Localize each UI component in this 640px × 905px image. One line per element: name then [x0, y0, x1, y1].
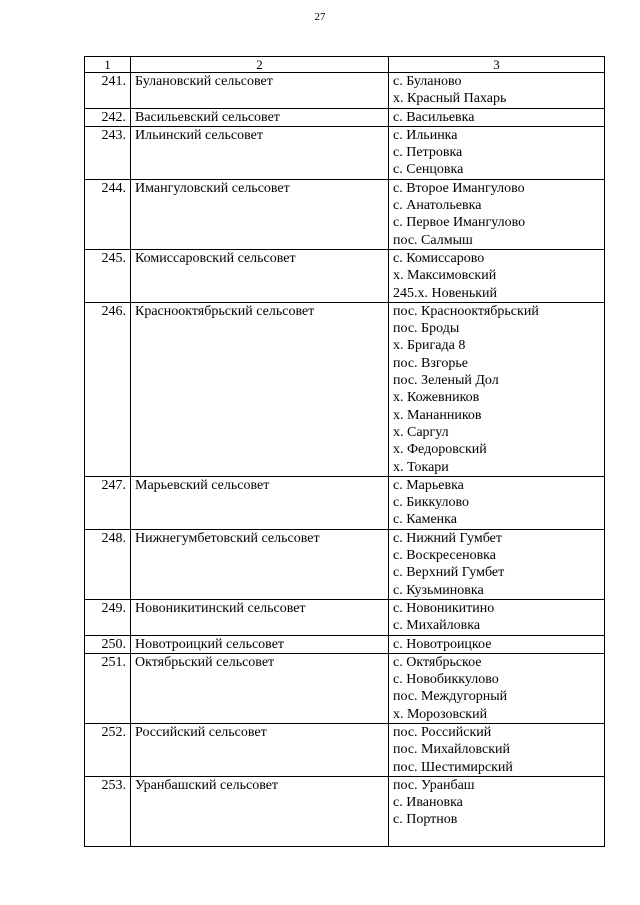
- table-row: [85, 108, 605, 126]
- settlement-list: [389, 302, 605, 476]
- row-number: 245.: [85, 249, 131, 302]
- row-number: 243.: [85, 126, 131, 179]
- settlement-name: х. Морозовский: [393, 706, 488, 722]
- table-row: [85, 302, 605, 476]
- council-name: Марьевский сельсовет: [131, 476, 389, 529]
- settlement-name: х. Федоровский: [393, 442, 487, 458]
- settlement-name: с. Октябрьское: [393, 654, 482, 670]
- table-row: [85, 126, 605, 179]
- settlement-name: пос. Российский: [393, 724, 492, 740]
- settlement-name: 245.х. Новенький: [393, 285, 498, 301]
- column-header-number: 1: [85, 57, 131, 73]
- settlement-name: х. Красный Пахарь: [393, 91, 507, 107]
- settlement-name: с. Михайловка: [393, 618, 481, 634]
- settlement-list: [389, 776, 605, 846]
- row-number: 253.: [85, 776, 131, 846]
- table-row: [85, 529, 605, 599]
- settlement-name: х. Бригада 8: [393, 338, 466, 354]
- settlements-table: [84, 56, 605, 847]
- settlement-list: [389, 179, 605, 249]
- settlement-name: с. Новобиккулово: [393, 672, 499, 688]
- row-number: 241.: [85, 73, 131, 109]
- council-name: Новоникитинский сельсовет: [131, 599, 389, 635]
- settlement-name: с. Новотроицкое: [393, 636, 492, 652]
- settlement-name: с. Марьевка: [393, 477, 464, 493]
- settlement-name: с. Новоникитино: [393, 600, 495, 616]
- settlement-name: пос. Взгорье: [393, 355, 468, 371]
- settlement-name: пос. Зеленый Дол: [393, 373, 499, 389]
- settlement-name: пос. Краснооктябрьский: [393, 303, 539, 319]
- settlement-name: с. Васильевка: [393, 109, 475, 125]
- settlement-list: [389, 635, 605, 653]
- settlement-name: с. Биккулово: [393, 495, 470, 511]
- table-row: [85, 599, 605, 635]
- settlement-name: х. Мананников: [393, 407, 482, 423]
- settlement-name: х. Кожевников: [393, 390, 480, 406]
- table-row: [85, 723, 605, 776]
- settlement-name: с. Сенцовка: [393, 162, 464, 178]
- settlement-name: с. Ивановка: [393, 795, 463, 811]
- page-number: 27: [314, 11, 326, 23]
- table-body: [85, 73, 605, 847]
- settlement-name: с. Анатольевка: [393, 198, 482, 214]
- settlement-list: [389, 108, 605, 126]
- row-number: 251.: [85, 653, 131, 723]
- settlement-name: с. Портнов: [393, 812, 458, 828]
- row-number: 242.: [85, 108, 131, 126]
- council-name: Новотроицкий сельсовет: [131, 635, 389, 653]
- settlement-name: с. Кузьминовка: [393, 582, 484, 598]
- table-row: [85, 776, 605, 846]
- column-header-settlements: 3: [389, 57, 605, 73]
- council-name: Октябрьский сельсовет: [131, 653, 389, 723]
- settlement-name: х. Максимовский: [393, 268, 497, 284]
- council-name: Нижнегумбетовский сельсовет: [131, 529, 389, 599]
- settlement-name: с. Петровка: [393, 145, 463, 161]
- table-header: [85, 57, 605, 73]
- column-header-council: 2: [131, 57, 389, 73]
- settlement-list: [389, 126, 605, 179]
- settlement-name: с. Комиссарово: [393, 250, 485, 266]
- council-name: Имангуловский сельсовет: [131, 179, 389, 249]
- row-number: 248.: [85, 529, 131, 599]
- settlement-name: с. Нижний Гумбет: [393, 530, 502, 546]
- settlement-name: с. Буланово: [393, 74, 462, 89]
- table-row: [85, 179, 605, 249]
- settlement-list: [389, 476, 605, 529]
- table-row: [85, 73, 605, 109]
- table-header-row: [85, 57, 605, 73]
- settlement-list: [389, 73, 605, 109]
- settlement-name: с. Второе Имангулово: [393, 180, 525, 196]
- council-name: Ильинский сельсовет: [131, 126, 389, 179]
- council-name: Краснооктябрьский сельсовет: [131, 302, 389, 476]
- table-row: [85, 476, 605, 529]
- settlement-list: [389, 249, 605, 302]
- council-name: Российский сельсовет: [131, 723, 389, 776]
- settlement-list: [389, 529, 605, 599]
- settlement-name: х. Токари: [393, 459, 449, 475]
- row-number: 250.: [85, 635, 131, 653]
- settlement-name: пос. Междугорный: [393, 689, 508, 705]
- settlement-name: пос. Михайловский: [393, 742, 511, 758]
- settlement-name: с. Первое Имангулово: [393, 215, 526, 231]
- settlement-name: пос. Салмыш: [393, 232, 473, 248]
- settlement-list: [389, 653, 605, 723]
- settlement-name: с. Ильинка: [393, 127, 458, 143]
- row-number: 246.: [85, 302, 131, 476]
- row-number: 249.: [85, 599, 131, 635]
- row-number: 247.: [85, 476, 131, 529]
- settlement-name: с. Каменка: [393, 512, 457, 528]
- settlement-list: [389, 599, 605, 635]
- row-number: 244.: [85, 179, 131, 249]
- settlement-list: [389, 723, 605, 776]
- settlement-name: с. Воскресеновка: [393, 548, 496, 564]
- settlement-name: пос. Уранбаш: [393, 777, 475, 793]
- council-name: Васильевский сельсовет: [131, 108, 389, 126]
- settlement-name: пос. Шестимирский: [393, 759, 513, 775]
- council-name: Булановский сельсовет: [131, 73, 389, 109]
- row-number: 252.: [85, 723, 131, 776]
- settlement-name: х. Саргул: [393, 424, 449, 440]
- table-row: [85, 635, 605, 653]
- council-name: Уранбашский сельсовет: [131, 776, 389, 846]
- settlement-name: с. Верхний Гумбет: [393, 565, 505, 581]
- settlement-name: пос. Броды: [393, 321, 460, 337]
- table-row: [85, 249, 605, 302]
- council-name: Комиссаровский сельсовет: [131, 249, 389, 302]
- table-row: [85, 653, 605, 723]
